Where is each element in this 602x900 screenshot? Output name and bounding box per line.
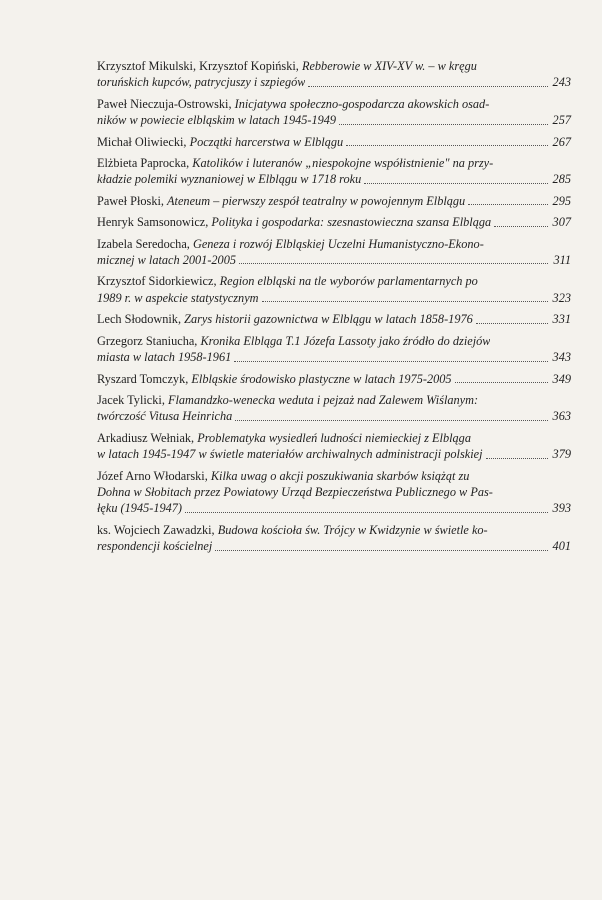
entry-page-number: 257 <box>552 113 571 128</box>
entry-title-continued: toruńskich kupców, patrycjuszy i szpiegów <box>97 75 306 90</box>
entry-author: Elżbieta Paprocka, <box>97 156 190 171</box>
table-of-contents <box>97 58 571 560</box>
entry-author: Henryk Samsonowicz, <box>97 215 209 230</box>
toc-entry <box>97 392 571 425</box>
toc-entry <box>97 430 571 463</box>
leader-dots <box>346 145 548 146</box>
entry-author: Grzegorz Staniucha, <box>97 333 198 348</box>
toc-entry <box>97 96 571 129</box>
entry-title: Ateneum – pierwszy zespół teatralny w powojennym Elblągu <box>167 193 466 208</box>
entry-title-continued: Dohna w Słobitach przez Powiatowy Urząd Bezpieczeństwa Publicznego w Pas- <box>97 484 493 499</box>
entry-title: Kronika Elbląga T.1 Józefa Lassoty jako źródło do dziejów <box>200 333 491 348</box>
entry-title-continued: micznej w latach 2001-2005 <box>97 253 237 268</box>
entry-title-continued: 1989 r. w aspekcie statystycznym <box>97 290 259 305</box>
entry-author: Ryszard Tomczyk, <box>97 371 189 386</box>
entry-title-continued: ników w powiecie elbląskim w latach 1945-1949 <box>97 113 337 128</box>
toc-entry <box>97 371 571 387</box>
entry-author: Krzysztof Mikulski, Krzysztof Kopiński, <box>97 59 299 73</box>
leader-dots <box>476 323 548 324</box>
entry-page-number: 343 <box>552 350 571 365</box>
leader-dots <box>468 204 548 205</box>
entry-title: Początki harcerstwa w Elblągu <box>189 134 344 149</box>
entry-page-number: 311 <box>553 253 571 268</box>
toc-entry <box>97 155 571 188</box>
entry-title: Elbląskie środowisko plastyczne w latach 1975-2005 <box>191 371 452 386</box>
entry-page-number: 379 <box>552 447 571 462</box>
entry-page-number: 401 <box>552 539 571 554</box>
toc-entry <box>97 134 571 150</box>
leader-dots <box>455 382 548 383</box>
entry-page-number: 331 <box>552 312 571 327</box>
entry-title: Kilka uwag o akcji poszukiwania skarbów książąt zu <box>210 468 470 483</box>
entry-author: Michał Oliwiecki, <box>97 134 187 149</box>
entry-page-number: 243 <box>552 75 571 90</box>
toc-entry <box>97 58 571 91</box>
entry-title: Inicjatywa społeczno-gospodarcza akowskich osad- <box>234 96 490 111</box>
entry-page-number: 363 <box>552 409 571 424</box>
entry-author: Jacek Tylicki, <box>97 392 165 407</box>
leader-dots <box>262 301 548 302</box>
entry-title-continued: w latach 1945-1947 w świetle materiałów archiwalnych administracji polskiej <box>97 447 483 462</box>
toc-entry <box>97 273 571 306</box>
leader-dots <box>234 361 548 362</box>
entry-title-continued: respondencji kościelnej <box>97 539 213 554</box>
leader-dots <box>364 183 548 184</box>
leader-dots <box>486 458 548 459</box>
entry-title-continued: kładzie polemiki wyznaniowej w Elblągu w 1718 roku <box>97 172 362 187</box>
entry-title: Budowa kościoła św. Trójcy w Kwidzynie w świetle ko- <box>217 522 488 537</box>
entry-title-continued: twórczość Vitusa Heinricha <box>97 409 233 424</box>
leader-dots <box>339 124 548 125</box>
toc-entry <box>97 236 571 269</box>
leader-dots <box>185 512 548 513</box>
leader-dots <box>494 226 548 227</box>
entry-title: Polityka i gospodarka: szesnastowieczna szansa Elbląga <box>211 215 492 230</box>
entry-author: Paweł Płoski, <box>97 193 164 208</box>
entry-title: Geneza i rozwój Elbląskiej Uczelni Humanistyczno-Ekono- <box>192 236 484 251</box>
toc-entry <box>97 193 571 209</box>
entry-title-continued: łęku (1945-1947) <box>97 501 183 516</box>
entry-title: Katolików i luteranów „niespokojne współistnienie" na przy- <box>192 156 494 171</box>
entry-title: Zarys historii gazownictwa w Elblągu w latach 1858-1976 <box>184 312 473 327</box>
toc-entry <box>97 311 571 327</box>
entry-page-number: 323 <box>552 290 571 305</box>
entry-author: Krzysztof Sidorkiewicz, <box>97 274 217 289</box>
entry-title: Flamandzko-wenecka weduta i pejzaż nad Zalewem Wiślanym: <box>167 392 479 407</box>
entry-title: Rebberowie w XIV-XV w. – w kręgu <box>301 59 477 73</box>
entry-author: ks. Wojciech Zawadzki, <box>97 522 215 537</box>
entry-page-number: 295 <box>552 193 571 208</box>
entry-author: Józef Arno Włodarski, <box>97 468 208 483</box>
leader-dots <box>215 550 548 551</box>
entry-author: Lech Słodownik, <box>97 312 182 327</box>
entry-title-continued: miasta w latach 1958-1961 <box>97 350 232 365</box>
entry-title: Region elbląski na tle wyborów parlamentarnych po <box>219 274 478 289</box>
entry-title: Problematyka wysiedleń ludności niemieckiej z Elbląga <box>197 430 471 445</box>
entry-page-number: 393 <box>552 501 571 516</box>
entry-page-number: 349 <box>552 371 571 386</box>
leader-dots <box>235 420 548 421</box>
entry-author: Paweł Nieczuja-Ostrowski, <box>97 96 232 111</box>
entry-page-number: 307 <box>552 215 571 230</box>
entry-page-number: 267 <box>552 134 571 149</box>
toc-entry <box>97 522 571 555</box>
entry-page-number: 285 <box>552 172 571 187</box>
toc-entry <box>97 214 571 230</box>
toc-entry <box>97 333 571 366</box>
leader-dots <box>239 263 548 264</box>
toc-entry <box>97 468 571 517</box>
entry-author: Izabela Seredocha, <box>97 236 190 251</box>
entry-author: Arkadiusz Wełniak, <box>97 430 195 445</box>
leader-dots <box>308 86 548 87</box>
